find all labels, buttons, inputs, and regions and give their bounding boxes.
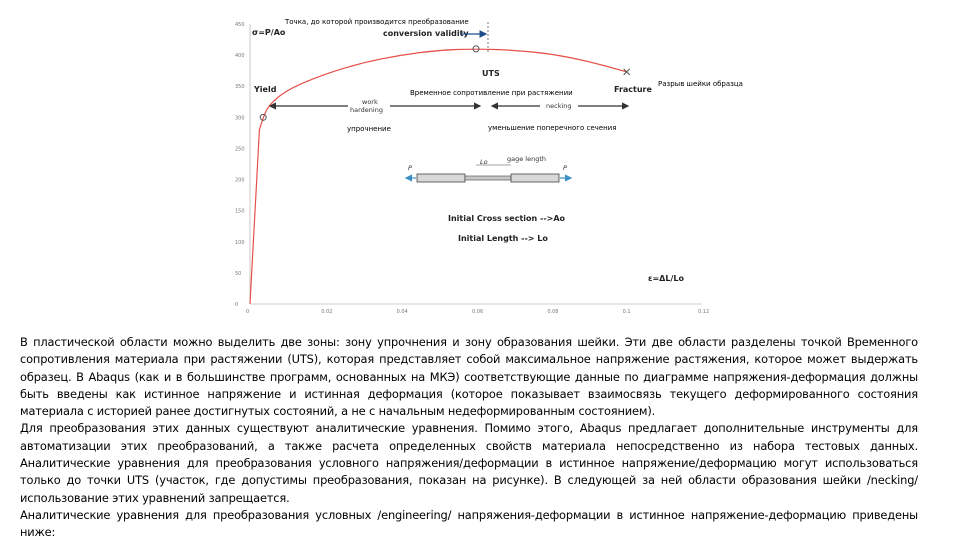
lo-symbol: Lo xyxy=(480,158,488,166)
gage-length-label: gage length xyxy=(507,155,547,163)
stress-strain-chart xyxy=(230,8,743,318)
conversion-point-label: Точка, до которой производится преобразование xyxy=(285,18,469,26)
y-tick-label: 100 xyxy=(235,239,245,246)
p-right-label: P xyxy=(563,164,567,172)
y-tick-label: 450 xyxy=(235,22,245,28)
y-tick-label: 150 xyxy=(235,208,245,215)
y-tick-label: 200 xyxy=(235,177,245,184)
paragraph-1: В пластической области можно выделить две зоны: зону упрочнения и зону образования шейки. Эти две области разделены точкой Временного сопротивления материала при растяжении (UTS), которая представляет собой максимальное напряжение растяжения, которое может выдержать образец. В Abaqus (как и в большинстве программ, основанных на МКЭ) соответствующие данные по диаграмме напряжения-деформация должны быть введены как истинное напряжение и истинная деформация (которое показывает взаимосвязь текущего деформированного состояния материала с историей ранее достигнутых состояний, а не с начальным недеформированным состоянием). xyxy=(20,335,918,419)
specimen-right-grip xyxy=(511,174,559,182)
fracture-label: Fracture xyxy=(614,85,652,94)
uts-label: UTS xyxy=(482,69,500,78)
hardening-ru-label: упрочнение xyxy=(347,125,391,133)
uts-ru-label: Временное сопротивление при растяжении xyxy=(410,89,573,97)
y-axis xyxy=(235,22,250,308)
y-tick-label: 400 xyxy=(235,53,245,60)
work-hardening-label-2: hardening xyxy=(350,106,383,114)
necking-ru-label: уменьшение поперечного сечения xyxy=(488,124,617,132)
x-tick-label: 0.04 xyxy=(396,309,408,315)
conversion-validity-label: conversion validity xyxy=(383,29,469,38)
paragraph-3: Аналитические уравнения для преобразования условных /engineering/ напряжения-деформации в истинное напряжение-деформацию приведены ниже: xyxy=(20,507,918,540)
x-tick-label: 0.02 xyxy=(321,309,333,315)
y-tick-label: 300 xyxy=(235,115,245,122)
fracture-ru-label: Разрыв шейки образца xyxy=(658,80,743,88)
y-tick-label: 250 xyxy=(235,146,245,153)
x-tick-label: 0.12 xyxy=(698,309,710,315)
stress-strain-figure xyxy=(230,8,743,318)
initial-length-label: Initial Length --> Lo xyxy=(458,234,548,243)
x-tick-label: 0.1 xyxy=(622,309,631,315)
paragraph-2: Для преобразования этих данных существуют аналитические уравнения. Помимо этого, Abaqus предлагает дополнительные инструменты для автоматизации этих преобразований, а также расчета определенных свойств материала непосредственно из набора тестовых данных. Аналитические уравнения для преобразования условного напряжения/деформации в истинное напряжение/деформацию могут использоваться только до точки UTS (участок, где допустимы преобразования, показан на рисунке). В следующей за ней области образования шейки /necking/ использование этих уравнений запрещается. xyxy=(20,421,918,505)
x-axis xyxy=(246,304,709,315)
specimen-sketch xyxy=(406,155,571,243)
p-left-label: P xyxy=(408,164,412,172)
specimen-gage-section xyxy=(465,176,511,180)
specimen-left-grip xyxy=(417,174,465,182)
epsilon-formula: ε=ΔL/Lo xyxy=(648,274,684,283)
y-tick-label: 350 xyxy=(235,84,245,91)
x-tick-label: 0.06 xyxy=(472,309,484,315)
y-tick-label: 50 xyxy=(235,270,242,277)
y-tick-label: 0 xyxy=(235,302,239,308)
body-text xyxy=(20,334,918,542)
x-tick-label: 0.08 xyxy=(547,309,559,315)
yield-label: Yield xyxy=(254,85,277,94)
necking-label: necking xyxy=(546,102,572,110)
initial-cross-section-label: Initial Cross section -->Ao xyxy=(448,214,566,223)
x-tick-label: 0 xyxy=(246,309,250,315)
work-hardening-label-1: work xyxy=(362,98,378,106)
sigma-formula: σ=P/Ao xyxy=(252,28,286,37)
